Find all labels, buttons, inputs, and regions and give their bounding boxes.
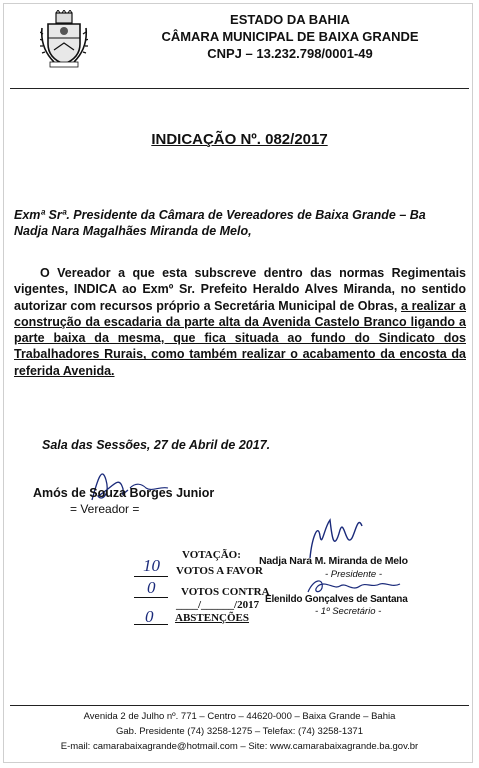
votes-contra-line [134, 597, 168, 598]
abstentions-line [134, 624, 168, 625]
footer-divider [10, 705, 469, 706]
header-state: ESTADO DA BAHIA [230, 12, 350, 27]
footer-email-site: E-mail: camarabaixagrande@hotmail.com – Site: www.camarabaixagrande.ba.gov.br [60, 741, 419, 752]
page-border [3, 3, 473, 763]
footer-address: Avenida 2 de Julho nº. 771 – Centro – 44620-000 – Baixa Grande – Bahia [83, 711, 396, 722]
voting-date: ____/______/2017 [176, 599, 260, 611]
header-divider [10, 88, 469, 89]
header-chamber: CÂMARA MUNICIPAL DE BAIXA GRANDE [161, 29, 419, 44]
author-role: = Vereador = [70, 502, 140, 516]
votes-contra-count: 0 [147, 578, 156, 597]
secretary-role: - 1º Secretário - [315, 606, 382, 617]
body-underlined-text: a realizar a construção da escadaria da parte alta da Avenida Castelo Branco ligando a parte baixa da mesma, que fica situada ao fundo do Sindicato dos Trabalhadores Rurais, como também realizar o acabamento da encosta da referida Avenida. [14, 298, 466, 378]
addressee-line-1: Exmª Srª. Presidente da Câmara de Vereadores de Baixa Grande – Ba [14, 208, 426, 222]
votes-contra-label: VOTOS CONTRA [181, 586, 270, 598]
abstentions-label: ABSTENÇÕES [175, 612, 249, 624]
votes-favor-count: 10 [143, 556, 160, 575]
document-title: INDICAÇÃO Nº. 082/2017 [151, 131, 328, 148]
addressee-line-2: Nadja Nara Magalhães Miranda de Melo, [14, 224, 252, 238]
header-cnpj: CNPJ – 13.232.798/0001-49 [207, 46, 373, 61]
body-plain-text: O Vereador a que esta subscreve dentro das normas Regimentais vigentes, INDICA ao Exmº Sr. Prefeito Heraldo Alves Miranda, no sentido autorizar com recursos próprio a Secretária Municipal de Obras, [14, 266, 466, 313]
addressee [14, 207, 466, 239]
voting-title: VOTAÇÃO: [182, 549, 241, 561]
coat-of-arms-icon [40, 10, 88, 68]
president-name: Nadja Nara M. Miranda de Melo [259, 555, 408, 567]
footer-phones: Gab. Presidente (74) 3258-1275 – Telefax: (74) 3258-1371 [116, 726, 363, 737]
votes-favor-label: VOTOS A FAVOR [176, 565, 263, 577]
secretary-name: Elenildo Gonçalves de Santana [265, 594, 408, 605]
president-role: - Presidente - [325, 569, 383, 580]
votes-favor-line [134, 576, 168, 577]
author-name: Amós de Souza Borges Junior [33, 486, 215, 500]
place-date: Sala das Sessões, 27 de Abril de 2017. [42, 438, 271, 452]
body-paragraph [14, 265, 466, 379]
abstentions-count: 0 [145, 607, 154, 626]
